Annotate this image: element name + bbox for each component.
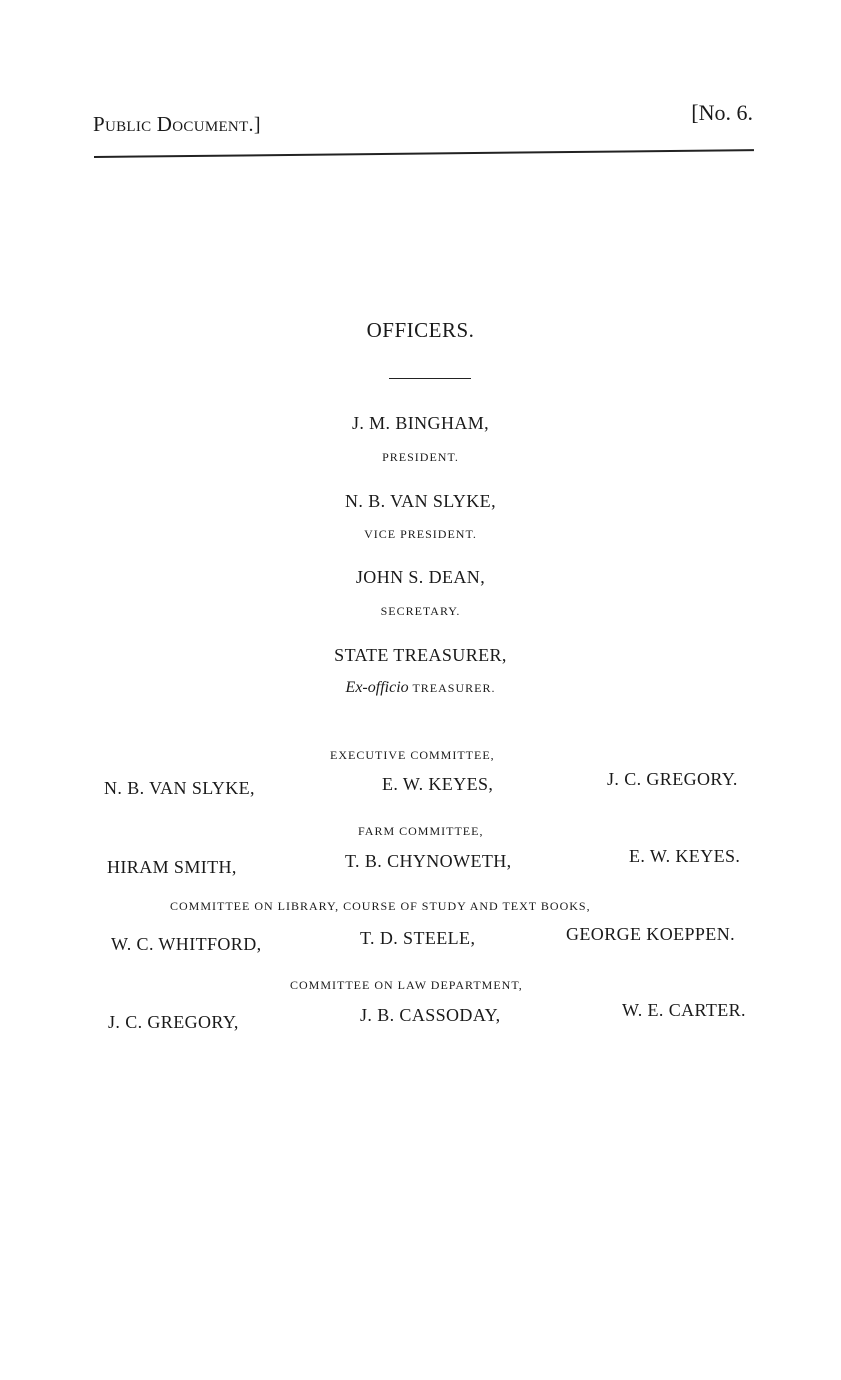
officer-role-vice-president: VICE PRESIDENT. [364, 527, 477, 541]
officer-name-president: J. M. BINGHAM, [351, 413, 490, 433]
title-divider [389, 378, 471, 379]
treasurer-role-text: TREASURER. [412, 681, 496, 695]
committee-member: HIRAM SMITH, [107, 857, 237, 877]
series-word-2-initial: D [156, 112, 173, 136]
committee-member: T. B. CHYNOWETH, [345, 851, 512, 871]
committee-member: W. E. CARTER. [622, 1000, 746, 1020]
document-series-label [93, 112, 261, 137]
committee-member: J. B. CASSODAY, [360, 1005, 501, 1025]
page-title: OFFICERS. [366, 318, 475, 342]
committee-member: E. W. KEYES. [629, 846, 741, 866]
series-word-1-rest: UBLIC [104, 119, 152, 135]
officer-name-secretary: JOHN S. DEAN, [355, 567, 486, 587]
series-word-2-rest: OCUMENT [172, 119, 249, 135]
document-number: [No. 6. [691, 100, 753, 125]
committee-member: J. C. GREGORY. [607, 769, 738, 789]
committee-member: T. D. STEELE, [360, 928, 476, 948]
officer-role-secretary: SECRETARY. [380, 604, 461, 618]
committee-label-library: COMMITTEE ON LIBRARY, COURSE OF STUDY AND TEXT BOOKS, [170, 899, 591, 913]
officer-role-treasurer [0, 679, 841, 697]
treasurer-role-italic: Ex-officio [345, 679, 409, 696]
committee-member: GEORGE KOEPPEN. [566, 924, 736, 944]
committee-label-executive: EXECUTIVE COMMITTEE, [330, 748, 495, 762]
committee-member: W. C. WHITFORD, [111, 934, 262, 954]
committee-label-law: COMMITTEE ON LAW DEPARTMENT, [290, 978, 523, 992]
series-suffix: .] [248, 114, 261, 136]
series-word-1-initial: P [93, 112, 105, 136]
officer-name-treasurer: STATE TREASURER, [334, 645, 507, 665]
committee-member: N. B. VAN SLYKE, [104, 778, 255, 798]
committee-member: J. C. GREGORY, [108, 1012, 239, 1032]
committee-member: E. W. KEYES, [382, 774, 494, 794]
officer-role-president: PRESIDENT. [382, 450, 459, 464]
officer-name-vice-president: N. B. VAN SLYKE, [345, 491, 496, 511]
committee-label-farm: FARM COMMITTEE, [358, 824, 484, 838]
header-rule [94, 149, 754, 158]
